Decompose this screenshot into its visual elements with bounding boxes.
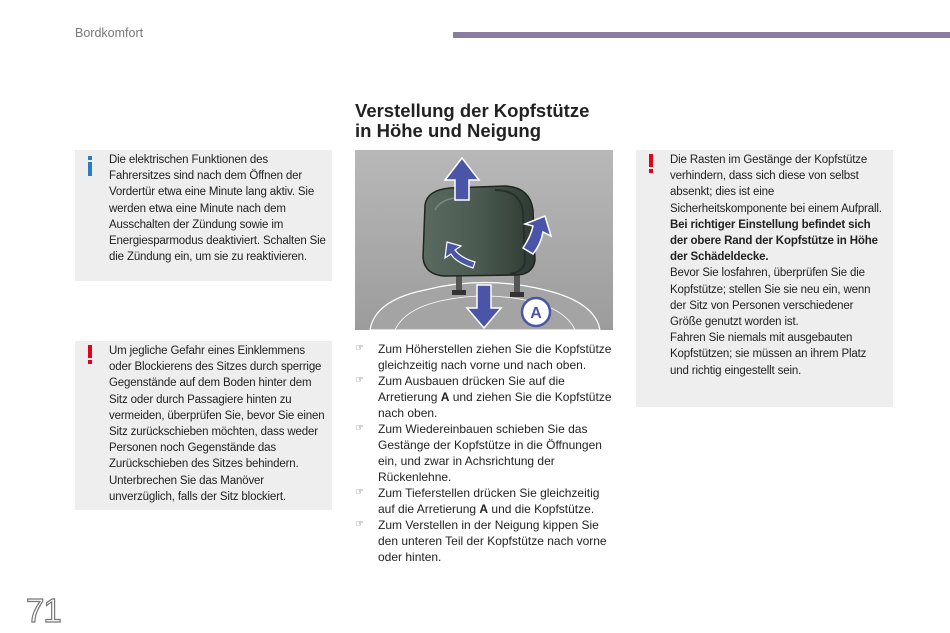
pointing-hand-icon: ☞ <box>355 375 364 386</box>
page-title <box>355 101 589 141</box>
list-item: ☞ Zum Höherstellen ziehen Sie die Kopfstütze gleichzeitig nach vorne und nach oben. <box>355 342 612 372</box>
list-item: ☞ Zum Verstellen in der Neigung kippen Sie den unteren Teil der Kopfstütze nach vorne oder hinten. <box>355 518 607 564</box>
info-icon <box>86 156 94 176</box>
warning-box-headrest <box>636 150 893 407</box>
warning-box-headrest-text1: Die Rasten im Gestänge der Kopfstütze verhindern, dass sich diese von selbst absenkt; dies ist eine Sicherheitskomponente bei einem Aufprall. <box>670 154 882 215</box>
instruction-list <box>355 341 615 565</box>
list-item: ☞ Zum Wiedereinbauen schieben Sie das Gestänge der Kopfstütze in die Öffnungen ein, und zwar in Achsrichtung der Rückenlehne. <box>355 422 602 484</box>
warning-box-headrest-bold: Bei richtiger Einstellung befindet sich der obere Rand der Kopfstütze in Höhe der Schädeldecke. <box>670 218 878 264</box>
warning-icon <box>647 154 655 174</box>
headrest-illustration <box>355 150 613 330</box>
header-accent-bar <box>453 32 950 38</box>
pointing-hand-icon: ☞ <box>355 487 364 498</box>
info-box-text: Die elektrischen Funktionen des Fahrersitzes sind nach dem Öffnen der Vordertür etwa eine Minute lang aktiv. Sie werden etwa eine Minute nach dem Ausschalten der Zündung sowie im Energiesparmodus deaktiviert. Schalten Sie die Zündung ein, um sie zu reaktivieren. <box>109 154 326 264</box>
list-item: ☞ Zum Ausbauen drücken Sie auf die Arretierung A und ziehen Sie die Kopfstütze nach oben. <box>355 374 612 420</box>
warning-box-headrest-text3: Fahren Sie niemals mit ausgebauten Kopfstützen; sie müssen an ihrem Platz und richtig eingestellt sein. <box>670 332 867 377</box>
warning-box-seat-text: Um jegliche Gefahr eines Einklemmens oder Blockierens des Sitzes durch sperrige Gegenstände auf dem Boden hinter dem Sitz oder durch Passagiere hinten zu vermeiden, überprüfen Sie, bevor Sie einen Sitz zurückschieben möchten, dass weder Personen noch Gegenstände das Zurückschieben des Sitzes behindern. Unterbrechen Sie das Manöver unverzüglich, falls der Sitz blockiert. <box>109 345 325 503</box>
pointing-hand-icon: ☞ <box>355 343 364 354</box>
page-title-line2: in Höhe und Neigung <box>355 120 542 141</box>
marker-a-label: A <box>530 305 542 322</box>
pointing-hand-icon: ☞ <box>355 423 364 434</box>
list-item: ☞ Zum Tieferstellen drücken Sie gleichzeitig auf die Arretierung A und die Kopfstütze. <box>355 486 600 516</box>
section-label: Bordkomfort <box>75 26 144 40</box>
page-number: 71 <box>26 592 61 629</box>
info-box <box>75 150 332 281</box>
page-title-line1: Verstellung der Kopfstütze <box>355 100 590 121</box>
warning-box-seat <box>75 341 332 510</box>
pointing-hand-icon: ☞ <box>355 519 364 530</box>
headrest-figure <box>355 150 613 330</box>
warning-icon <box>86 345 94 365</box>
warning-box-headrest-text2: Bevor Sie losfahren, überprüfen Sie die Kopfstütze; stellen Sie sie neu ein, wenn der Sitz von Personen verschiedener Größe genutzt worden ist. <box>670 267 871 329</box>
